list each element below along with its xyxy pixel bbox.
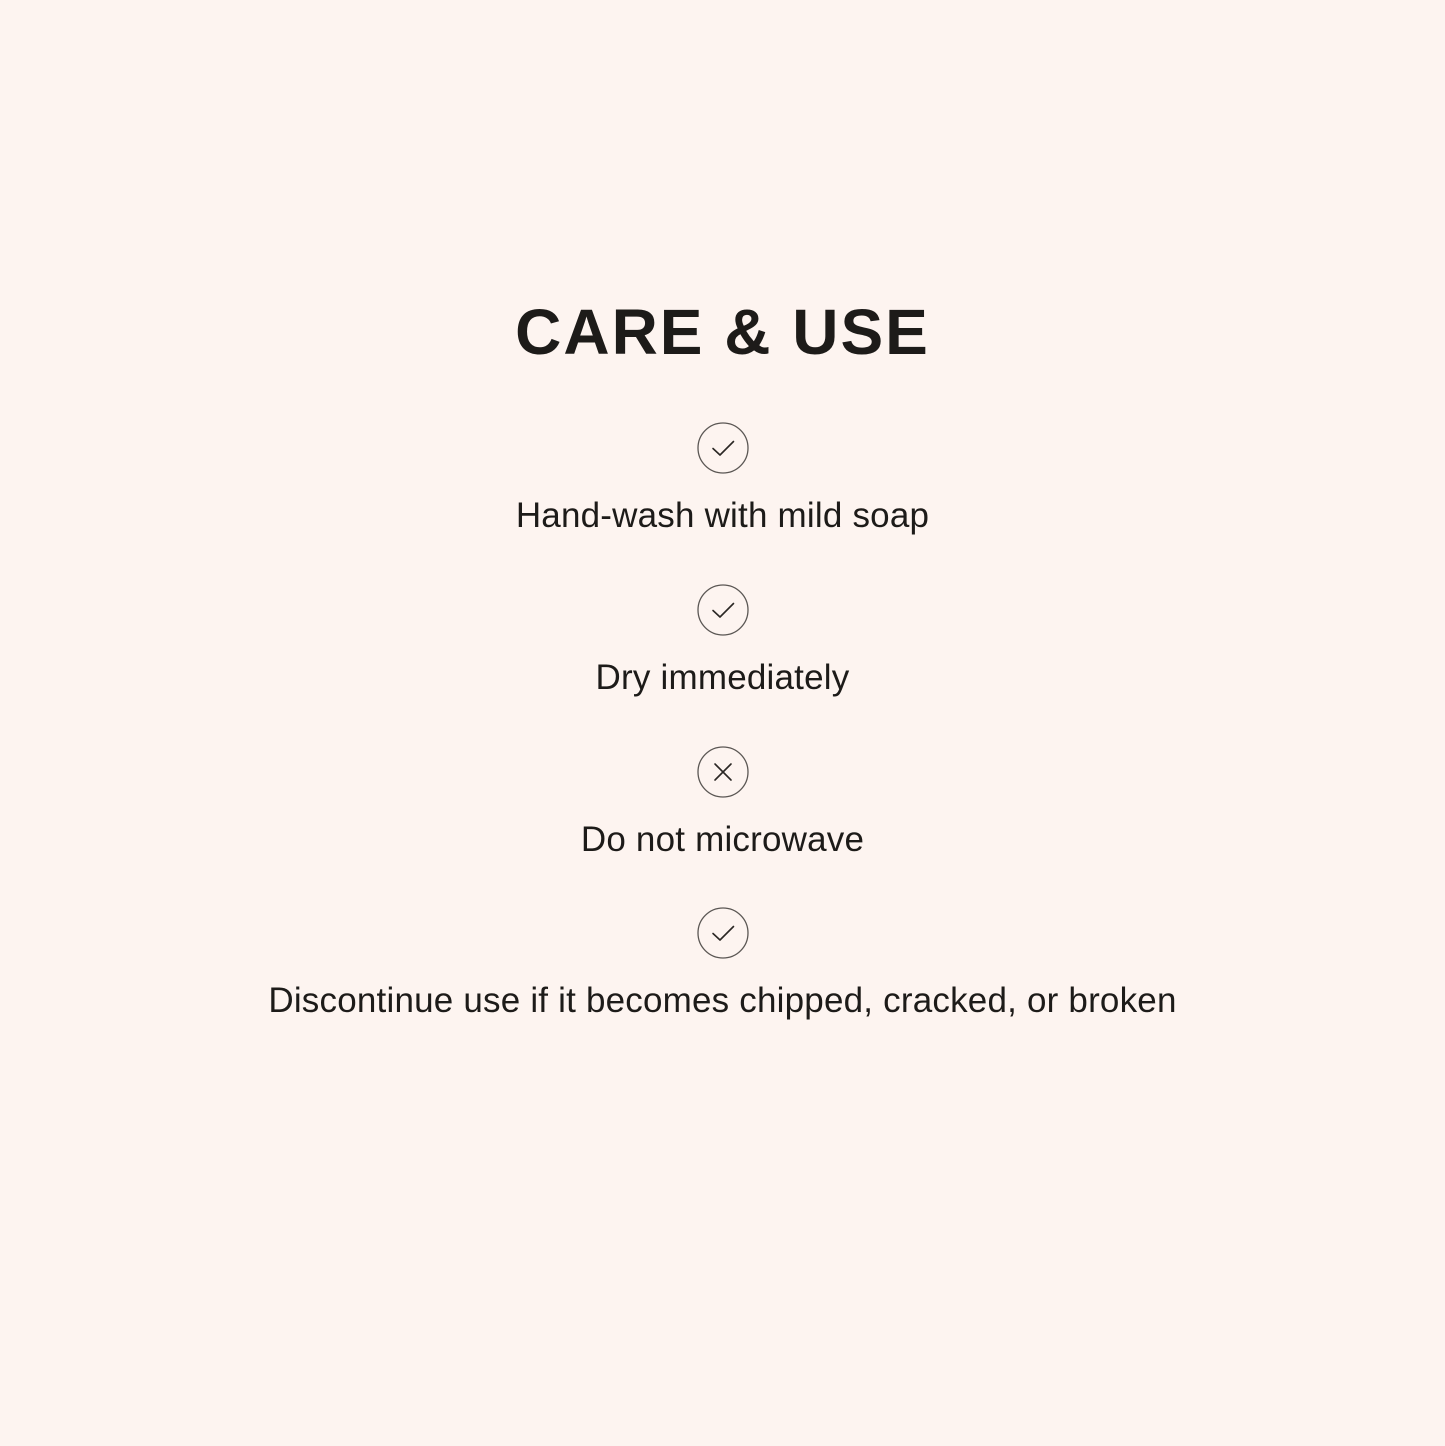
list-item-label: Hand-wash with mild soap [515,496,930,535]
cross-circle-icon [697,746,749,798]
list-item [0,422,1445,538]
check-circle-icon [697,584,749,636]
page-title: CARE & USE [515,296,930,368]
list-item-label: Dry immediately [595,657,850,697]
list-item [0,584,1445,700]
list-item-label: Do not microwave [580,819,865,859]
check-circle-icon [697,907,749,959]
list-item-label: Discontinue use if it becomes chipped, cracked, or broken [268,981,1177,1021]
list-item [0,907,1445,1023]
list-item [0,746,1445,862]
care-instructions-list [0,422,1445,1069]
check-circle-icon [697,422,749,474]
